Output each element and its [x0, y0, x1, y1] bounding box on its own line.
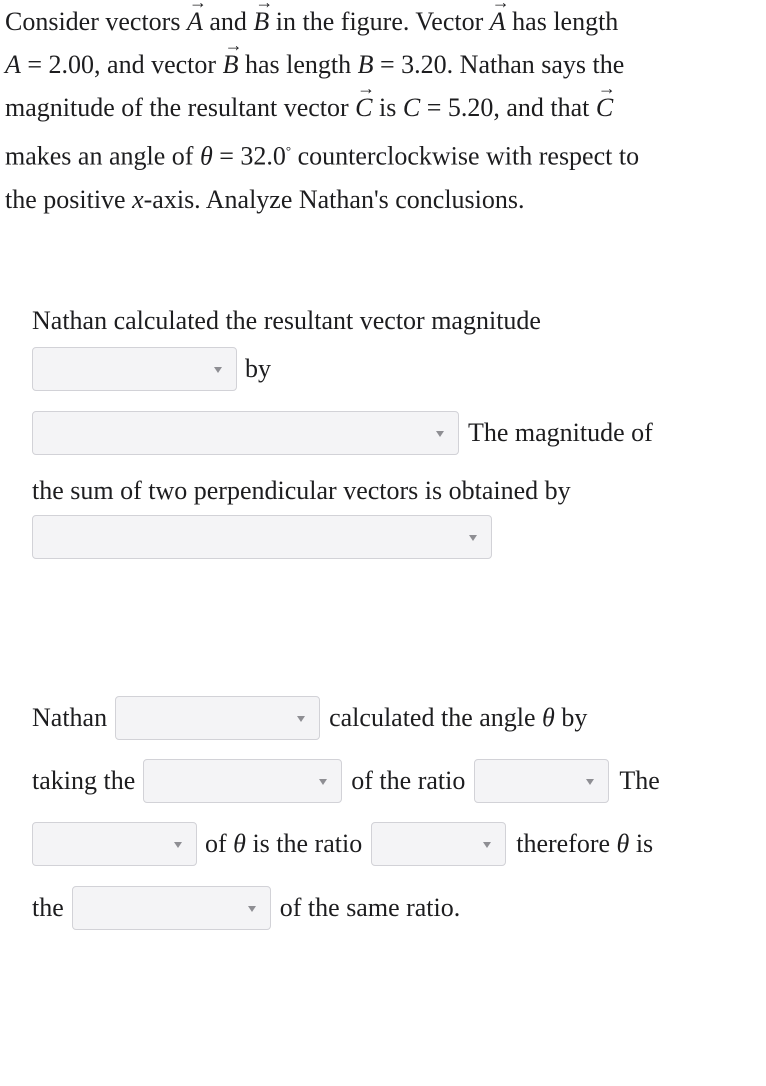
- section1-row-4: [32, 476, 571, 506]
- caret-down-icon: [483, 842, 491, 848]
- text: = 5.20, and that: [420, 93, 596, 122]
- the-lower-label: the: [32, 893, 64, 922]
- angle-correctness-dropdown[interactable]: [115, 696, 320, 740]
- vector-symbol: C: [355, 93, 373, 122]
- vector-arrow: →: [255, 0, 274, 12]
- vector-arrow: →: [491, 0, 510, 12]
- problem-line-1: [5, 0, 745, 43]
- math-theta: θ: [233, 829, 246, 858]
- text: Consider vectors: [5, 7, 187, 36]
- vector-symbol: C: [595, 93, 614, 122]
- text: = 2.00, and vector: [20, 50, 223, 79]
- vector-symbol: B: [253, 7, 270, 36]
- degree-symbol: °: [285, 143, 292, 158]
- caret-down-icon: [319, 779, 327, 785]
- magnitude-of-label: The magnitude of: [468, 418, 653, 447]
- theta-function-dropdown[interactable]: [32, 822, 197, 866]
- section2-row-2: [32, 759, 660, 803]
- calc-angle-label: [329, 703, 587, 733]
- section2-row-3: [32, 822, 653, 866]
- section1-row-2: [32, 347, 271, 391]
- problem-line-3: [5, 78, 745, 129]
- caret-down-icon: [436, 431, 444, 437]
- text: by: [554, 703, 588, 732]
- text: = 32.0: [212, 141, 286, 171]
- vector-C: [595, 78, 616, 129]
- vector-arrow: →: [357, 78, 376, 98]
- section1-row-3: [32, 411, 653, 455]
- trig-function-dropdown[interactable]: [143, 759, 342, 803]
- inverse-function-dropdown[interactable]: [72, 886, 271, 930]
- math-C: C: [402, 93, 421, 122]
- caret-down-icon: [469, 535, 477, 541]
- ratio-dropdown[interactable]: [474, 759, 609, 803]
- perpendicular-sum-dropdown[interactable]: [32, 515, 492, 559]
- by-label: by: [245, 354, 271, 383]
- caret-down-icon: [586, 779, 594, 785]
- vector-arrow: →: [224, 35, 243, 55]
- section1-lead: Nathan calculated the resultant vector magnitude: [32, 306, 541, 335]
- of-theta-is-the-ratio-label: [205, 829, 362, 859]
- text: therefore: [516, 829, 617, 858]
- caret-down-icon: [174, 842, 182, 848]
- problem-statement: [5, 0, 745, 221]
- problem-line-5: [5, 178, 745, 221]
- vector-C: [355, 78, 376, 129]
- magnitude-reason-dropdown[interactable]: [32, 411, 459, 455]
- problem-line-4: [5, 129, 745, 178]
- therefore-theta-is-label: [516, 829, 653, 859]
- vector-symbol: A: [186, 7, 203, 36]
- taking-the-label: taking the: [32, 766, 136, 795]
- of-the-ratio-label: of the ratio: [351, 766, 466, 795]
- caret-down-icon: [297, 716, 305, 722]
- vector-symbol: A: [489, 7, 506, 36]
- text: and: [202, 7, 254, 36]
- text: makes an angle of: [5, 141, 200, 171]
- same-ratio-label: of the same ratio.: [279, 893, 461, 922]
- theta-ratio-dropdown[interactable]: [371, 822, 506, 866]
- section1-row-5: [32, 515, 492, 559]
- text: is the ratio: [245, 829, 363, 858]
- section2-row-1: [32, 696, 587, 740]
- section1-lead-row: [32, 306, 541, 336]
- vector-arrow: →: [597, 78, 616, 98]
- math-theta: θ: [199, 141, 213, 171]
- vector-A: [489, 0, 510, 43]
- math-x: x: [132, 184, 144, 214]
- sum-line: the sum of two perpendicular vectors is obtained by: [32, 476, 571, 505]
- text: in the figure. Vector: [269, 7, 490, 36]
- text: counterclockwise with respect to: [291, 141, 640, 171]
- text: of: [205, 829, 234, 858]
- math-theta: θ: [616, 829, 630, 858]
- text: calculated the angle: [329, 703, 543, 732]
- the-label: The: [619, 766, 660, 795]
- caret-down-icon: [214, 367, 222, 373]
- text: has length: [505, 7, 619, 36]
- vector-B: [253, 0, 274, 43]
- vector-symbol: B: [222, 50, 239, 79]
- text: = 3.20. Nathan says the: [373, 50, 625, 79]
- math-B: B: [357, 50, 374, 79]
- magnitude-method-dropdown[interactable]: [32, 347, 237, 391]
- vector-arrow: →: [188, 0, 207, 12]
- vector-A: [186, 0, 207, 43]
- text: magnitude of the resultant vector: [5, 93, 356, 122]
- text: the positive: [5, 184, 133, 214]
- text: has length: [238, 50, 358, 79]
- math-theta: θ: [542, 703, 555, 732]
- math-A: A: [5, 50, 21, 79]
- text: -axis. Analyze Nathan's conclusions.: [143, 184, 525, 214]
- nathan-label: Nathan: [32, 703, 108, 732]
- text: is: [629, 829, 654, 858]
- text: is: [372, 93, 403, 122]
- caret-down-icon: [248, 906, 256, 912]
- section2-row-4: [32, 886, 460, 930]
- vector-B: [222, 35, 243, 86]
